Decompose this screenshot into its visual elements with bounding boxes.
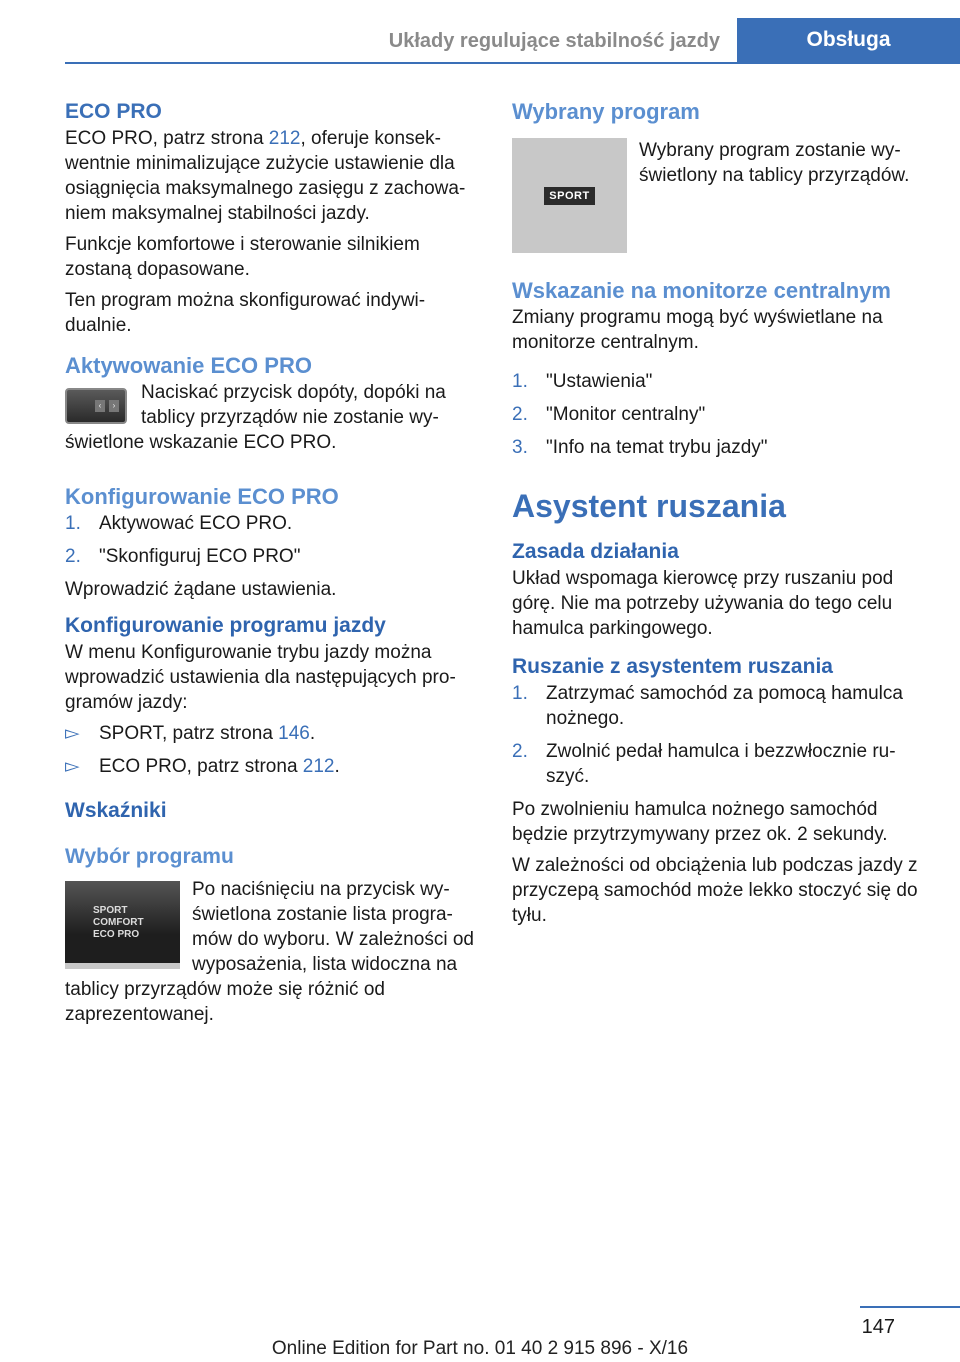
program-option: ECO PRO: [93, 929, 140, 940]
list-item: [512, 681, 932, 731]
running-header-tab: Obsługa: [737, 18, 960, 62]
right-column: [512, 98, 932, 934]
step-text: "Monitor centralny": [546, 404, 706, 425]
page-link-146[interactable]: 146: [278, 723, 310, 744]
start-assist-title: Asystent ruszania: [512, 488, 786, 524]
bullet-icon: ▻: [65, 723, 80, 744]
step-number: 3.: [512, 437, 528, 458]
step-text: Zwolnić pedał hamulca i bezzwłocznie ruszyć.: [546, 741, 896, 787]
sport-badge: SPORT: [544, 187, 594, 205]
list-item: [512, 435, 932, 460]
page-link-212[interactable]: 212: [268, 128, 301, 149]
list-item: [512, 402, 932, 427]
list-item: [512, 369, 932, 394]
eco-pro-paragraph: [65, 126, 485, 226]
comfort-paragraph: Funkcje komfortowe i sterowanie silnikiem zostaną dopasowane.: [65, 234, 420, 280]
configure-steps: [65, 511, 485, 569]
central-monitor-steps: [512, 369, 932, 460]
start-with-assist-heading: Ruszanie z asystentem ruszania: [512, 655, 833, 678]
step-text: Aktywować ECO PRO.: [99, 513, 293, 534]
selected-program-block: [512, 138, 932, 253]
footer-rule: [860, 1306, 960, 1308]
step-number: 1.: [65, 513, 81, 534]
program-option: SPORT: [93, 905, 128, 916]
selected-program-text: Wybrany program zostanie wyświetlony na tablicy przyrządów.: [639, 140, 910, 186]
program-list-display-image: [65, 881, 180, 969]
hold-text: Po zwolnieniu hamulca nożnego samochód będzie przytrzymywany przez ok. 2 sekundy.: [512, 799, 888, 845]
page-link-212[interactable]: 212: [302, 756, 335, 777]
edition-footer: Online Edition for Part no. 01 40 2 915 896 - X/16: [271, 1338, 689, 1359]
step-number: 2.: [512, 741, 528, 762]
text: .: [309, 723, 316, 744]
step-number: 1.: [512, 371, 528, 392]
list-item: [65, 721, 485, 746]
arrow-left-icon: ‹: [95, 400, 105, 412]
text: , oferuje konsekwentnie minimalizujące zużycie ustawienie dla osiągnięcia maksymalnego zasięgu z zachowaniem maksymalnej stabilności jazdy.: [65, 128, 466, 224]
step-number: 2.: [65, 546, 81, 567]
text: .: [334, 756, 340, 777]
item-text: [99, 754, 340, 779]
list-item: [65, 511, 485, 536]
page-number: 147: [861, 1316, 895, 1338]
text: ECO PRO, patrz strona: [65, 128, 269, 149]
program-select-block: [65, 877, 485, 1027]
header-rule: [65, 62, 960, 64]
step-text: "Skonfiguruj ECO PRO": [99, 546, 301, 567]
arrow-right-icon: ›: [109, 400, 119, 412]
program-select-heading: Wybór programu: [65, 845, 234, 868]
running-header-section: Układy regulujące stabilność jazdy: [388, 30, 720, 52]
selected-program-heading: Wybrany program: [512, 99, 700, 124]
list-item: [512, 739, 932, 789]
configure-after: Wprowadzić żądane ustawienia.: [65, 579, 337, 600]
text: SPORT, patrz strona: [99, 723, 279, 744]
central-monitor-heading: Wskazanie na monitorze centralnym: [512, 278, 891, 303]
activate-heading: Aktywowanie ECO PRO: [65, 353, 312, 378]
drive-mode-heading: Konfigurowanie programu jazdy: [65, 614, 386, 637]
drive-mode-list: [65, 721, 485, 779]
bullet-icon: ▻: [65, 756, 80, 777]
program-option: COMFORT: [93, 917, 144, 928]
sport-display-image: [512, 138, 627, 253]
step-number: 2.: [512, 404, 528, 425]
activate-text: Naciskać przycisk dopóty, dopóki na tablicy przyrządów nie zostanie wyświetlone wskazanie ECO PRO.: [65, 382, 446, 453]
rollback-text: W zależności od obciążenia lub podczas jazdy z przyczepą samochód może lekko stoczyć się do tyłu.: [512, 855, 918, 926]
program-select-text: Po naciśnięciu na przycisk wyświetlona zostanie lista programów do wyboru. W zależności od wyposażenia, lista widoczna na tablicy przyrządów może się różnić od zaprezentowanej.: [65, 879, 474, 1025]
step-text: "Ustawienia": [546, 371, 653, 392]
principle-heading: Zasada działania: [512, 540, 679, 563]
step-text: Zatrzymać samochód za pomocą hamulca nożnego.: [546, 683, 903, 729]
item-text: [99, 721, 315, 746]
indicators-heading: Wskaźniki: [65, 799, 167, 822]
configurable-paragraph: Ten program można skonfigurować indywidualnie.: [65, 290, 426, 336]
central-monitor-text: Zmiany programu mogą być wyświetlane na monitorze centralnym.: [512, 307, 883, 353]
eco-pro-heading: ECO PRO: [65, 100, 162, 123]
principle-text: Układ wspomaga kierowcę przy ruszaniu pod górę. Nie ma potrzeby używania do tego celu hamulca parkingowego.: [512, 568, 894, 639]
list-item: [65, 544, 485, 569]
list-item: [65, 754, 485, 779]
configure-heading: Konfigurowanie ECO PRO: [65, 484, 339, 509]
driving-mode-button-image: [65, 388, 127, 424]
step-text: "Info na temat trybu jazdy": [546, 437, 768, 458]
left-column: [65, 98, 485, 1033]
drive-mode-text: W menu Konfigurowanie trybu jazdy można wprowadzić ustawienia dla następujących programów jazdy:: [65, 642, 456, 713]
start-steps: [512, 681, 932, 789]
step-number: 1.: [512, 683, 528, 704]
activate-block: [65, 380, 485, 461]
text: ECO PRO, patrz strona: [99, 756, 303, 777]
